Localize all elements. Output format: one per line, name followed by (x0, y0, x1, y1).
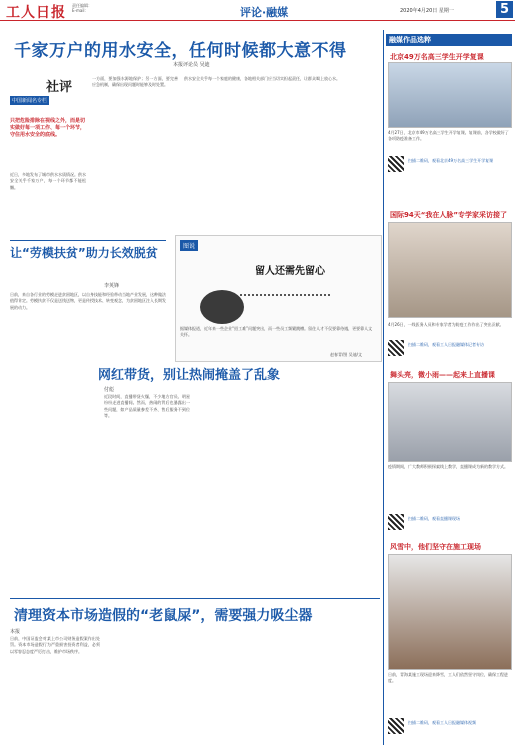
live-body-2 (196, 394, 284, 594)
live-commerce-title: 网红带货，别让热闹掩盖了乱象 (98, 368, 281, 383)
cartoon-tag: 图说 (180, 240, 198, 251)
bottom-headline: 清理资本市场造假的“老鼠屎”，需要强力吸尘器 (14, 608, 313, 624)
item4-title: 风雪中，他们坚守在施工现场 (390, 543, 481, 551)
qr-code-icon[interactable] (388, 156, 404, 172)
item2-text: 4月26日，一线医务人员和专家学者为防疫工作作出了突出贡献。 (388, 322, 504, 327)
item3-photo (388, 382, 512, 462)
item1-text: 4月27日，北京市49万名高三学生开学复课。复课前，各学校做好了各项防疫准备工作。 (388, 130, 509, 141)
chain-illustration (240, 294, 330, 302)
cartoon-author: 赵春青/图 吴迪/文 (330, 352, 362, 357)
editor-line: 责任编辑： (72, 3, 92, 8)
newspaper-logo: 工人日报 (6, 5, 66, 21)
qr-code-icon[interactable] (388, 718, 404, 734)
item2-photo (388, 222, 512, 318)
column-label: 社评 (46, 80, 73, 95)
cartoon-caption-title: 留人还需先留心 (255, 266, 325, 277)
item1-qr-note: 扫描二维码，观看北京49万名高三学生开学复课 (408, 158, 494, 163)
section-title: 评论·融媒 (240, 6, 289, 19)
item4-qr-note: 扫描二维码，观看工人日报融媒体视频 (408, 720, 476, 725)
bottom-body-1: 日前，中国证监会对某上市公司财务造假案作出处罚。资本市场造假行为严重损害投资者利益，必须以零容忍态度严厉打击，维护市场秩序。 (10, 636, 100, 654)
commentary-author: 李英锋 (104, 283, 120, 289)
bottom-body-4 (296, 636, 380, 744)
item2-qr-note: 扫描二维码，观看工人日报融媒体记者专访 (408, 342, 484, 347)
cartoon-caption: 据媒体报道，近年来一些企业“招工难”问题突出，而一些员工频繁跳槽。留住人才不仅要靠待遇，更要靠人文关怀。 (180, 326, 373, 337)
main-headline: 千家万户的用水安全，任何时候都大意不得 (14, 41, 347, 61)
bottom-author: 本报 (10, 629, 21, 635)
column-divider (383, 30, 384, 745)
email-line: E-mail： (72, 8, 89, 13)
column-sublabel: 中国新闻名专栏 (12, 98, 48, 104)
right-column-header: 融媒作品选粹 (386, 34, 512, 46)
live-body-3 (290, 394, 380, 594)
issue-date: 2020年4月20日 星期一 (400, 8, 454, 14)
item3-title: 舞头亮，微小雨——起来上直播课 (390, 371, 495, 379)
main-lead: 只把危险排除在视线之外，而是切实做好每一项工作、每一个环节，守住用水安全的底线。 (10, 118, 86, 138)
main-body-2: 一方面，要加强水源地保护；另一方面，要完善应急机制，确保出现问题时能够及时处置。 (92, 76, 178, 88)
divider (10, 240, 166, 241)
item3-text: 疫情期间，广大教师积极探索线上教学，直播课成为新的教学方式。 (388, 464, 508, 469)
item1-photo (388, 62, 512, 128)
qr-code-icon[interactable] (388, 514, 404, 530)
item2-title: 国际94天“我在人脉”专学家采访接了 (390, 211, 507, 219)
iron-ball-illustration (200, 290, 244, 324)
item3-qr-note: 扫描二维码，观看直播课现场 (408, 516, 460, 521)
commentary-body: 日前，来自各行业的劳模走进贫困地区，以自身技能和经验带动当地产业发展，这种做法值得肯定。劳模扶贫不仅是送钱送物，更是传授技术、转变观念，为贫困地区注入长期发展的动力。 (10, 292, 166, 310)
item1-title: 北京49万名高三学生开学复课 (390, 53, 484, 61)
bottom-body-3 (202, 636, 290, 744)
main-body-1: 近日，多地发布了城市供水水质情况。供水安全关乎千家万户，每一个环节都不能松懈。 (10, 172, 86, 190)
main-body-3: 供水安全关乎每一个家庭的健康，各地相关部门应当切实担起责任，让群众喝上放心水。 (184, 76, 340, 81)
page-number: 5 (496, 1, 513, 18)
commentary-title: 让“劳模扶贫”助力长效脱贫 (10, 246, 158, 260)
divider (10, 598, 380, 599)
item4-photo (388, 554, 512, 670)
masthead-meta (72, 3, 92, 13)
qr-code-icon[interactable] (388, 340, 404, 356)
bottom-body-2 (106, 636, 196, 744)
item4-text: 日前，青海某施工现场迎来降雪，工人们依然坚守岗位，确保工程进度。 (388, 672, 508, 683)
live-author: 付彪 (104, 387, 115, 393)
live-body-1: 近段时间，直播带货火爆，不少地方官员、明星纷纷走进直播间。然而，热闹的背后也暴露出一些问题，如产品质量参差不齐、售后服务不到位等。 (104, 394, 190, 419)
main-byline: 本报评论员 吴迪 (173, 62, 210, 68)
